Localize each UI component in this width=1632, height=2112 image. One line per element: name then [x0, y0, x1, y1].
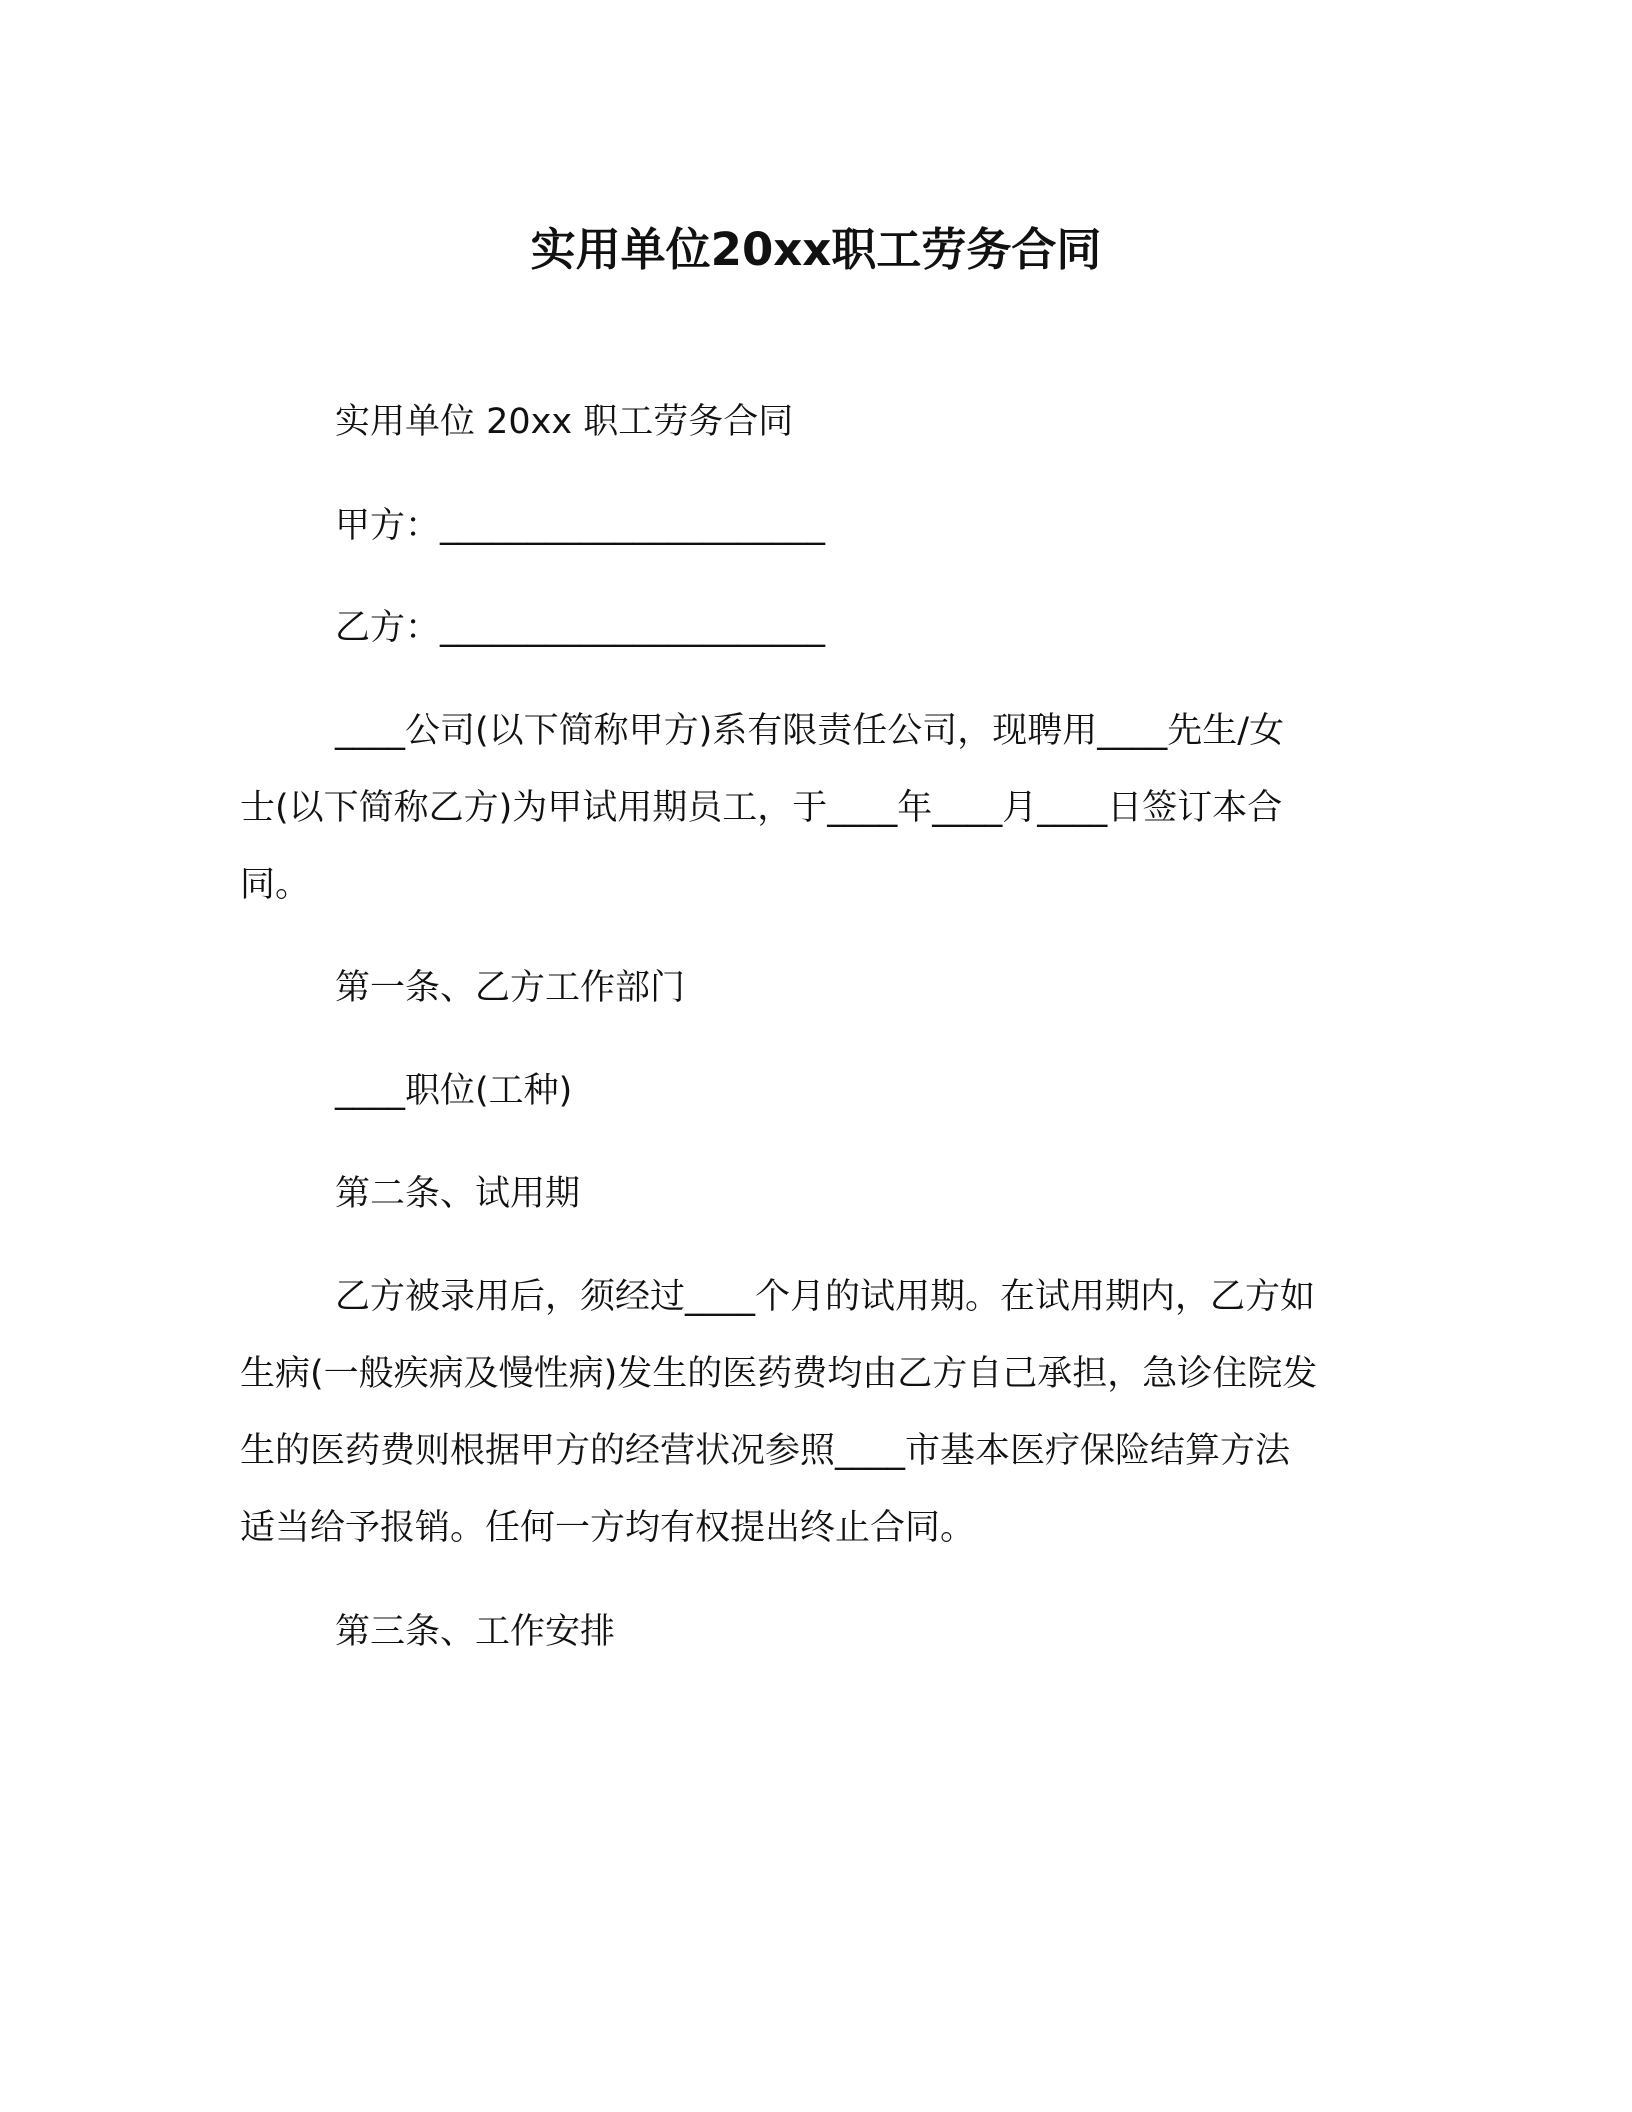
- article3-heading: 第三条、工作安排: [335, 1612, 616, 1652]
- party-b-line: 乙方：______________________: [335, 608, 826, 648]
- intro-line: ____公司(以下简称甲方)系有限责任公司，现聘用____先生/女: [335, 711, 1285, 751]
- party-a-line: 甲方：______________________: [335, 506, 826, 546]
- article1-position: ____职位(工种): [335, 1071, 573, 1111]
- article2-line: 适当给予报销。任何一方均有权提出终止合同。: [240, 1508, 976, 1548]
- intro-paragraph: [240, 693, 1385, 924]
- article1-heading: 第一条、乙方工作部门: [335, 968, 686, 1008]
- article2-line: 乙方被录用后，须经过____个月的试用期。在试用期内，乙方如: [335, 1277, 1316, 1317]
- article2-paragraph: [240, 1259, 1385, 1567]
- intro-line: 士(以下简称乙方)为甲试用期员工，于____年____月____日签订本合: [240, 788, 1283, 828]
- article2-heading: 第二条、试用期: [335, 1174, 581, 1214]
- document-subtitle: 实用单位 20xx 职工劳务合同: [335, 402, 794, 442]
- article2-line: 生病(一般疾病及慢性病)发生的医药费均由乙方自己承担，急诊住院发: [240, 1354, 1318, 1394]
- article2-line: 生的医药费则根据甲方的经营状况参照____市基本医疗保险结算方法: [240, 1431, 1291, 1471]
- intro-line: 同。: [240, 865, 311, 905]
- document-title: 实用单位20xx职工劳务合同: [530, 223, 1102, 276]
